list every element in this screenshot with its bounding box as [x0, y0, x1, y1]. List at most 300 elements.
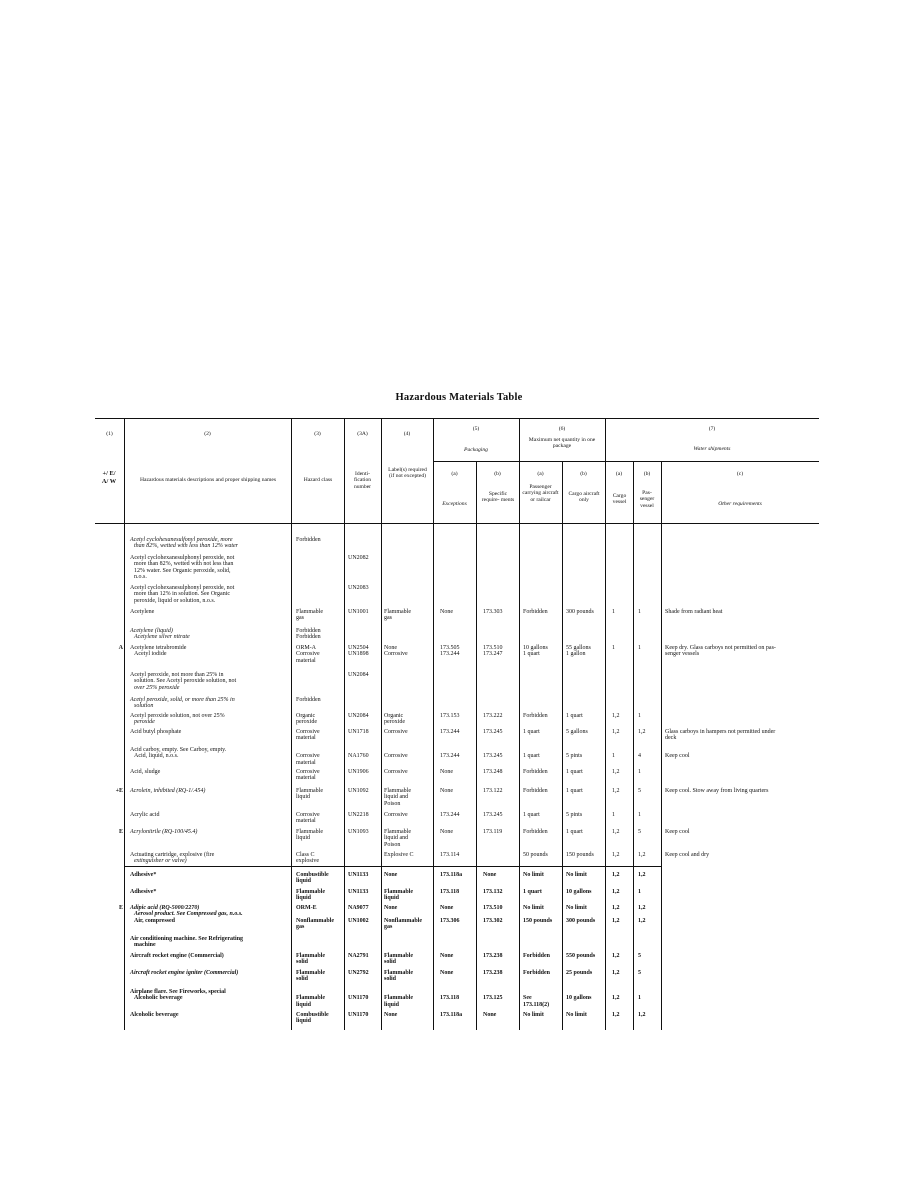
- exceptions-cell: 173.244: [440, 812, 460, 818]
- cargo-aircraft-tag: (b): [580, 471, 587, 477]
- hazard-class-cell: Corrosive: [296, 812, 320, 818]
- cargo-quantity-cell: 5 pints: [566, 753, 583, 760]
- passenger-vessel-cell: 1: [638, 995, 641, 1002]
- passenger-quantity-cell: Forbidden: [523, 609, 548, 615]
- other-requirements-cell: Keep dry. Glass carboys not permitted on pas-: [665, 645, 776, 651]
- description-line: Acid, liquid, n.o.s.: [134, 753, 179, 760]
- label-required-cell: liquid: [384, 895, 400, 902]
- col-num-7: (7): [708, 426, 716, 432]
- description-line: Adhesive*: [130, 889, 157, 895]
- hazard-class-cell: ORM-A: [296, 645, 317, 651]
- id-number-cell: UN1898: [348, 651, 369, 658]
- col-rule-6a: [562, 461, 563, 1030]
- exceptions-cell: None: [440, 788, 453, 794]
- label-required-cell: Corrosive: [384, 812, 408, 818]
- hazard-class-cell: Nonflammable: [296, 917, 334, 924]
- col-rule-3: [344, 418, 345, 1030]
- hazard-class-cell: Flammable: [296, 953, 325, 959]
- cargo-quantity-cell: 10 gallons: [566, 995, 592, 1002]
- col-num-3a: (3A): [357, 431, 368, 437]
- passenger-quantity-cell: 1 quart: [523, 729, 540, 735]
- hazard-class-cell: Corrosive: [296, 651, 320, 658]
- specific-requirements-cell: 173.222: [483, 713, 503, 719]
- other-requirements-cell: senger vessels: [665, 651, 700, 658]
- id-number-cell: UN2084: [348, 713, 369, 719]
- cargo-vessel-cell: 1,2: [612, 970, 620, 976]
- passenger-quantity-cell: 1 quart: [523, 889, 542, 895]
- col-num-5: (5): [472, 426, 480, 432]
- description-line: Adipic acid (RQ-5000/2270): [130, 905, 200, 911]
- other-requirements-cell: Keep cool. Stow away from living quarters: [665, 788, 769, 794]
- label-required-cell: Flammable: [384, 889, 413, 895]
- row-symbol: E: [118, 905, 123, 911]
- hazard-class-cell: Corrosive: [296, 729, 320, 735]
- cargo-vessel-cell: 1: [612, 609, 615, 615]
- description-line: n.o.s.: [134, 574, 147, 581]
- cargo-quantity-cell: 10 gallons: [566, 889, 592, 895]
- cargo-vessel-cell: 1,2: [612, 917, 620, 924]
- hazard-class-cell: liquid: [296, 1001, 312, 1008]
- description-line: Acid butyl phosphate: [130, 729, 182, 735]
- cargo-quantity-cell: No limit: [566, 1012, 587, 1018]
- passenger-vessel-cell: 1,2: [638, 872, 646, 878]
- passenger-vessel-cell: 5: [638, 953, 641, 959]
- id-number-cell: NA9077: [348, 905, 369, 911]
- description-line: Acid carboy, empty. See Carboy, empty.: [130, 747, 227, 753]
- id-number-cell: UN2792: [348, 970, 369, 976]
- description-line: Acrolein, inhibited (RQ-1/.454): [130, 788, 206, 794]
- hazard-class-cell: Corrosive: [296, 753, 320, 760]
- description-line: more than 82%, wetted with not less than: [134, 561, 234, 568]
- passenger-vessel-cell: 5: [638, 829, 641, 835]
- exceptions-cell: 173.118a: [440, 872, 463, 878]
- label-required-cell: Flammable: [384, 953, 413, 959]
- passenger-vessel-cell: 4: [638, 753, 641, 760]
- page-title: Hazardous Materials Table: [395, 392, 523, 403]
- description-line: than 82%, wetted with less than 12% water: [134, 543, 238, 550]
- label-required-cell: Flammable: [384, 970, 413, 976]
- hazard-class-cell: liquid: [296, 794, 311, 801]
- cargo-vessel-cell: 1,2: [612, 995, 620, 1002]
- id-number-heading: Identi- fication number: [353, 471, 372, 490]
- cargo-quantity-cell: 1 quart: [566, 788, 583, 794]
- cargo-aircraft-heading: Cargo aircraft only: [568, 491, 600, 504]
- cargo-quantity-cell: 1 quart: [566, 713, 583, 719]
- description-heading: Hazardous materials descriptions and proper shipping names: [139, 477, 277, 483]
- mid-rule: [124, 866, 661, 867]
- packaging-heading: Packaging: [464, 447, 488, 453]
- col-rule-4: [433, 418, 434, 1030]
- cargo-quantity-cell: No limit: [566, 905, 587, 911]
- cargo-quantity-cell: 1 gallon: [566, 651, 586, 658]
- specific-requirements-cell: 173.238: [483, 953, 503, 959]
- description-line: Acetyl iodide: [134, 651, 167, 658]
- hazard-class-cell: material: [296, 775, 316, 782]
- hazard-class-cell: solid: [296, 976, 309, 983]
- passenger-vessel-cell: 1,2: [638, 917, 646, 924]
- label-required-cell: Corrosive: [384, 651, 408, 658]
- description-line: Aerosol product. See Compressed gas, n.o.s.: [134, 911, 243, 918]
- other-req-tag: (c): [736, 471, 744, 477]
- hazard-class-cell: Combustible: [296, 1012, 329, 1018]
- description-line: Actuating cartridge, explosive (fire: [130, 852, 215, 858]
- passenger-vessel-cell: 1: [638, 812, 641, 818]
- specific-requirements-cell: 173.510: [483, 905, 503, 911]
- exceptions-tag: (a): [451, 471, 458, 477]
- description-line: Acetylene: [130, 609, 155, 615]
- passenger-quantity-cell: 50 pounds: [523, 852, 548, 858]
- col-num-2: (2): [204, 431, 211, 437]
- hazard-class-cell: liquid: [296, 878, 312, 885]
- id-number-cell: UN2082: [348, 555, 369, 561]
- specific-req-tag: (b): [494, 471, 501, 477]
- exceptions-cell: None: [440, 609, 453, 615]
- description-line: Acetyl peroxide, solid, or more than 25% in: [130, 697, 235, 703]
- exceptions-cell: None: [440, 769, 453, 775]
- description-line: Acetyl peroxide, not more than 25% in: [130, 672, 224, 678]
- id-number-cell: UN1133: [348, 889, 369, 895]
- col-rule-7a: [633, 461, 634, 1030]
- col-rule-2: [291, 418, 292, 1030]
- passenger-vessel-cell: 1: [638, 609, 641, 615]
- passenger-quantity-cell: 150 pounds: [523, 917, 553, 924]
- specific-requirements-cell: 173.248: [483, 769, 503, 775]
- label-required-cell: Flammable: [384, 995, 413, 1002]
- specific-requirements-cell: 173.132: [483, 889, 503, 895]
- id-number-cell: UN1906: [348, 769, 369, 775]
- label-required-cell: Organic: [384, 713, 404, 719]
- hazard-class-cell: explosive: [296, 858, 319, 865]
- hazard-class-cell: material: [296, 657, 316, 664]
- id-number-cell: UN2218: [348, 812, 369, 818]
- description-line: Acetyl cyclohexanesulfonyl peroxide, more: [130, 537, 233, 543]
- label-required-cell: gas: [384, 615, 392, 622]
- passenger-quantity-cell: 173.118(2): [523, 1001, 550, 1008]
- description-line: Aircraft rocket engine igniter (Commercial): [130, 970, 239, 976]
- hazard-class-cell: Forbidden: [296, 628, 321, 634]
- hazard-class-cell: Corrosive: [296, 769, 320, 775]
- label-required-cell: Corrosive: [384, 769, 408, 775]
- hazard-class-cell: Forbidden: [296, 697, 321, 703]
- passenger-quantity-cell: Forbidden: [523, 970, 551, 976]
- passenger-vessel-cell: 1,2: [638, 729, 646, 735]
- label-required-cell: liquid: [384, 1001, 400, 1008]
- cargo-vessel-tag: (a): [615, 471, 623, 477]
- cargo-quantity-cell: 5 gallons: [566, 729, 588, 735]
- specific-requirements-cell: 173.238: [483, 970, 503, 976]
- passenger-quantity-cell: Forbidden: [523, 713, 548, 719]
- exceptions-cell: 173.118: [440, 889, 460, 895]
- exceptions-cell: 173.244: [440, 729, 460, 735]
- description-line: solution: [134, 703, 154, 710]
- specific-requirements-cell: None: [483, 1012, 497, 1018]
- cargo-vessel-cell: 1,2: [612, 769, 620, 775]
- id-number-cell: UN2084: [348, 672, 369, 678]
- cargo-quantity-cell: 300 pounds: [566, 917, 596, 924]
- row-symbol: +E: [115, 788, 123, 794]
- cargo-vessel-cell: 1,2: [612, 788, 620, 794]
- other-requirements-cell: Keep cool: [665, 753, 690, 760]
- id-number-cell: UN1001: [348, 609, 369, 615]
- cargo-quantity-cell: 150 pounds: [566, 852, 594, 858]
- passenger-quantity-cell: Forbidden: [523, 769, 548, 775]
- hazard-class-cell: ORM-E: [296, 905, 317, 911]
- col-rule-5a: [476, 461, 477, 1030]
- hazard-class-cell: Flammable: [296, 970, 325, 976]
- passenger-quantity-cell: No limit: [523, 905, 544, 911]
- description-line: Air conditioning machine. See Refrigerating: [130, 936, 244, 942]
- id-number-cell: UN1170: [348, 1012, 369, 1018]
- specific-requirements-cell: 173.119: [483, 829, 503, 835]
- col-rule-5: [519, 418, 520, 1030]
- col-rule-1: [124, 418, 125, 1030]
- col-num-1: (1): [106, 431, 113, 437]
- label-required-cell: liquid and: [384, 794, 409, 801]
- labels-heading: Label(s) required (if not excepted): [388, 467, 427, 480]
- cargo-quantity-cell: 300 pounds: [566, 609, 594, 615]
- description-line: Adhesive*: [130, 872, 157, 878]
- specific-requirements-cell: 173.510: [483, 645, 503, 651]
- cargo-vessel-cell: 1,2: [612, 829, 620, 835]
- hazard-class-cell: liquid: [296, 895, 312, 902]
- description-line: Alcoholic beverage: [134, 995, 183, 1002]
- passenger-vessel-cell: 1,2: [638, 1012, 646, 1018]
- col-num-3: (3): [314, 431, 321, 437]
- col-rule-6: [605, 418, 606, 1030]
- label-required-cell: Poison: [384, 841, 401, 848]
- exceptions-cell: None: [440, 829, 453, 835]
- passenger-vessel-heading: Pas- senger vessel: [639, 490, 655, 509]
- cargo-quantity-cell: 5 pints: [566, 812, 583, 818]
- cargo-vessel-cell: 1: [612, 645, 615, 651]
- other-requirements-cell: Glass carboys in hampers not permitted under: [665, 729, 776, 735]
- passenger-quantity-cell: No limit: [523, 1012, 544, 1018]
- passenger-vessel-cell: 1,2: [638, 905, 646, 911]
- description-line: Acetyl cyclohexanesulphonyl peroxide, not: [130, 585, 235, 591]
- exceptions-cell: 173.114: [440, 852, 460, 858]
- hazard-class-cell: Organic: [296, 713, 316, 719]
- passenger-quantity-cell: Forbidden: [523, 829, 548, 835]
- specific-requirements-cell: 173.122: [483, 788, 503, 794]
- description-line: Acrylonitrile (RQ-100/45.4): [130, 829, 198, 835]
- id-number-cell: NA1760: [348, 753, 369, 760]
- hazard-class-cell: material: [296, 759, 316, 766]
- hazard-class-cell: peroxide: [296, 719, 317, 726]
- passenger-vessel-cell: 1,2: [638, 852, 646, 858]
- cargo-vessel-cell: 1,2: [612, 872, 620, 878]
- hazard-class-heading: Hazard class: [303, 477, 333, 483]
- cargo-quantity-cell: 55 gallons: [566, 645, 591, 651]
- passenger-vessel-cell: 1: [638, 713, 641, 719]
- id-number-cell: UN2083: [348, 585, 369, 591]
- hazard-class-cell: material: [296, 735, 316, 742]
- other-requirements-cell: Keep cool: [665, 829, 690, 835]
- specific-requirements-cell: 173.125: [483, 995, 503, 1002]
- id-number-cell: UN1092: [348, 788, 369, 794]
- description-line: peroxide, liquid or solution, n.o.s.: [134, 597, 216, 604]
- label-required-cell: gas: [384, 924, 393, 931]
- specific-requirements-cell: 173.302: [483, 917, 503, 924]
- col-num-4: (4): [403, 431, 411, 437]
- cargo-quantity-cell: 1 quart: [566, 829, 583, 835]
- passenger-quantity-cell: 10 gallons: [523, 645, 548, 651]
- cargo-vessel-cell: 1,2: [612, 852, 620, 858]
- exceptions-cell: None: [440, 970, 454, 976]
- hazard-class-cell: gas: [296, 615, 304, 622]
- cargo-vessel-cell: 1,2: [612, 905, 620, 911]
- specific-req-heading: Specific require- ments: [481, 491, 515, 504]
- exceptions-heading: Exceptions: [442, 501, 467, 507]
- description-line: Aircraft rocket engine (Commercial): [130, 953, 224, 959]
- cargo-vessel-heading: Cargo vessel: [612, 493, 627, 506]
- hazard-class-cell: solid: [296, 959, 309, 966]
- passenger-quantity-cell: See: [523, 995, 532, 1002]
- cargo-vessel-cell: 1,2: [612, 1012, 620, 1018]
- specific-requirements-cell: 173.247: [483, 651, 503, 658]
- passenger-quantity-cell: 1 quart: [523, 651, 540, 658]
- id-number-cell: UN1170: [348, 995, 369, 1002]
- other-req-heading: Other requirements: [718, 501, 762, 507]
- label-required-cell: Explosive C: [384, 852, 414, 858]
- passenger-vessel-cell: 1: [638, 645, 641, 651]
- label-required-cell: Corrosive: [384, 729, 408, 735]
- passenger-vessel-cell: 1: [638, 769, 641, 775]
- row-symbol: A: [118, 645, 123, 651]
- label-required-cell: peroxide: [384, 719, 405, 726]
- table-top-rule: [95, 418, 819, 419]
- label-required-cell: solid: [384, 959, 397, 966]
- label-required-cell: liquid and: [384, 835, 409, 842]
- hazard-class-cell: Flammable: [296, 788, 323, 794]
- other-requirements-cell: Keep cool and dry: [665, 852, 710, 858]
- hazard-class-cell: material: [296, 818, 316, 825]
- exceptions-cell: 173.306: [440, 917, 460, 924]
- cargo-vessel-cell: 1: [612, 812, 615, 818]
- symbols-heading: +/ E/ A/ W: [101, 470, 117, 485]
- specific-requirements-cell: None: [483, 872, 497, 878]
- specific-requirements-cell: 173.245: [483, 812, 503, 818]
- id-number-cell: UN1093: [348, 829, 369, 835]
- cargo-vessel-cell: 1,2: [612, 713, 620, 719]
- cargo-vessel-cell: 1,2: [612, 953, 620, 959]
- passenger-vessel-cell: 5: [638, 788, 641, 794]
- water-shipments-heading: Water shipments: [693, 446, 731, 452]
- description-line: extinguisher or valve): [134, 858, 187, 865]
- label-required-cell: None: [384, 872, 398, 878]
- passenger-vessel-cell: 1: [638, 889, 641, 895]
- label-required-cell: solid: [384, 976, 397, 983]
- passenger-quantity-cell: 1 quart: [523, 812, 540, 818]
- description-line: Acid, sludge: [130, 769, 161, 775]
- description-line: Alcoholic beverage: [130, 1012, 179, 1018]
- row-symbol: E: [118, 829, 123, 835]
- description-line: Acetyl cyclohexanesulphonyl peroxide, not: [130, 555, 235, 561]
- exceptions-cell: 173.244: [440, 651, 460, 658]
- hazard-class-cell: liquid: [296, 835, 311, 842]
- exceptions-cell: 173.244: [440, 753, 460, 760]
- label-required-cell: Flammable: [384, 609, 411, 615]
- label-required-cell: None: [384, 645, 397, 651]
- label-required-cell: Nonflammable: [384, 917, 422, 924]
- col-rule-3a: [381, 418, 382, 1030]
- description-line: Air, compressed: [134, 917, 175, 924]
- id-number-cell: UN1002: [348, 917, 369, 924]
- header-bottom-rule: [95, 523, 819, 524]
- hazard-class-cell: gas: [296, 924, 305, 931]
- cargo-vessel-cell: 1,2: [612, 889, 620, 895]
- specific-requirements-cell: 173.245: [483, 729, 503, 735]
- cargo-vessel-cell: 1: [612, 753, 615, 760]
- description-line: Acetylene silver nitrate: [134, 634, 190, 641]
- exceptions-cell: None: [440, 905, 454, 911]
- hazard-class-cell: Flammable: [296, 889, 325, 895]
- cargo-quantity-cell: 550 pounds: [566, 953, 596, 959]
- cargo-quantity-cell: 25 pounds: [566, 970, 593, 976]
- hazard-class-cell: Flammable: [296, 829, 323, 835]
- specific-requirements-cell: 173.245: [483, 753, 503, 760]
- hazard-class-cell: Flammable: [296, 609, 323, 615]
- col-rule-7b: [661, 461, 662, 1030]
- cargo-quantity-cell: 1 quart: [566, 769, 583, 775]
- passenger-quantity-cell: Forbidden: [523, 788, 548, 794]
- description-line: more than 12% in solution. See Organic: [134, 591, 231, 598]
- passenger-vessel-tag: (b): [643, 471, 651, 477]
- hazard-class-cell: Forbidden: [296, 537, 321, 543]
- id-number-cell: UN1718: [348, 729, 369, 735]
- description-line: Acrylic acid: [130, 812, 160, 818]
- label-required-cell: None: [384, 905, 398, 911]
- water-rule: [605, 461, 819, 462]
- cargo-quantity-cell: No limit: [566, 872, 587, 878]
- exceptions-cell: None: [440, 953, 454, 959]
- description-line: peroxide: [134, 719, 155, 726]
- passenger-quantity-cell: Forbidden: [523, 953, 551, 959]
- description-line: Acetylene (liquid): [130, 628, 173, 634]
- label-required-cell: Flammable: [384, 829, 411, 835]
- hazard-class-cell: Combustible: [296, 872, 329, 878]
- passenger-quantity-cell: No limit: [523, 872, 544, 878]
- description-line: machine: [134, 942, 156, 949]
- id-number-cell: UN1133: [348, 872, 369, 878]
- other-requirements-cell: deck: [665, 735, 677, 742]
- id-number-cell: NA2791: [348, 953, 369, 959]
- cargo-vessel-cell: 1,2: [612, 729, 620, 735]
- exceptions-cell: 173.153: [440, 713, 460, 719]
- description-line: 12% water. See Organic peroxide, solid,: [134, 567, 231, 574]
- passenger-tag: (a): [537, 471, 544, 477]
- description-line: over 25% peroxide: [134, 684, 180, 691]
- col-num-6: (6): [558, 426, 566, 432]
- max-quantity-heading: Maximum net quantity in one package: [528, 437, 596, 450]
- specific-requirements-cell: 173.303: [483, 609, 503, 615]
- other-requirements-cell: Shade from radiant heat: [665, 609, 723, 615]
- exceptions-cell: 173.118: [440, 995, 460, 1002]
- description-line: Acetylene tetrabromide: [130, 645, 187, 651]
- passenger-heading: Passenger carrying aircraft or railcar: [522, 484, 559, 503]
- label-required-cell: Flammable: [384, 788, 411, 794]
- hazard-class-cell: Forbidden: [296, 634, 321, 641]
- passenger-vessel-cell: 5: [638, 970, 641, 976]
- hazard-class-cell: Class C: [296, 852, 315, 858]
- hazard-class-cell: Flammable: [296, 995, 325, 1002]
- label-required-cell: Corrosive: [384, 753, 408, 760]
- exceptions-cell: 173.118a: [440, 1012, 463, 1018]
- description-line: solution. See Acetyl peroxide solution, not: [134, 678, 237, 685]
- description-line: Acetyl peroxide solution, not over 25%: [130, 713, 225, 719]
- label-required-cell: Poison: [384, 800, 401, 807]
- description-line: Airplane flare. See Fireworks, special: [130, 989, 226, 995]
- label-required-cell: None: [384, 1012, 398, 1018]
